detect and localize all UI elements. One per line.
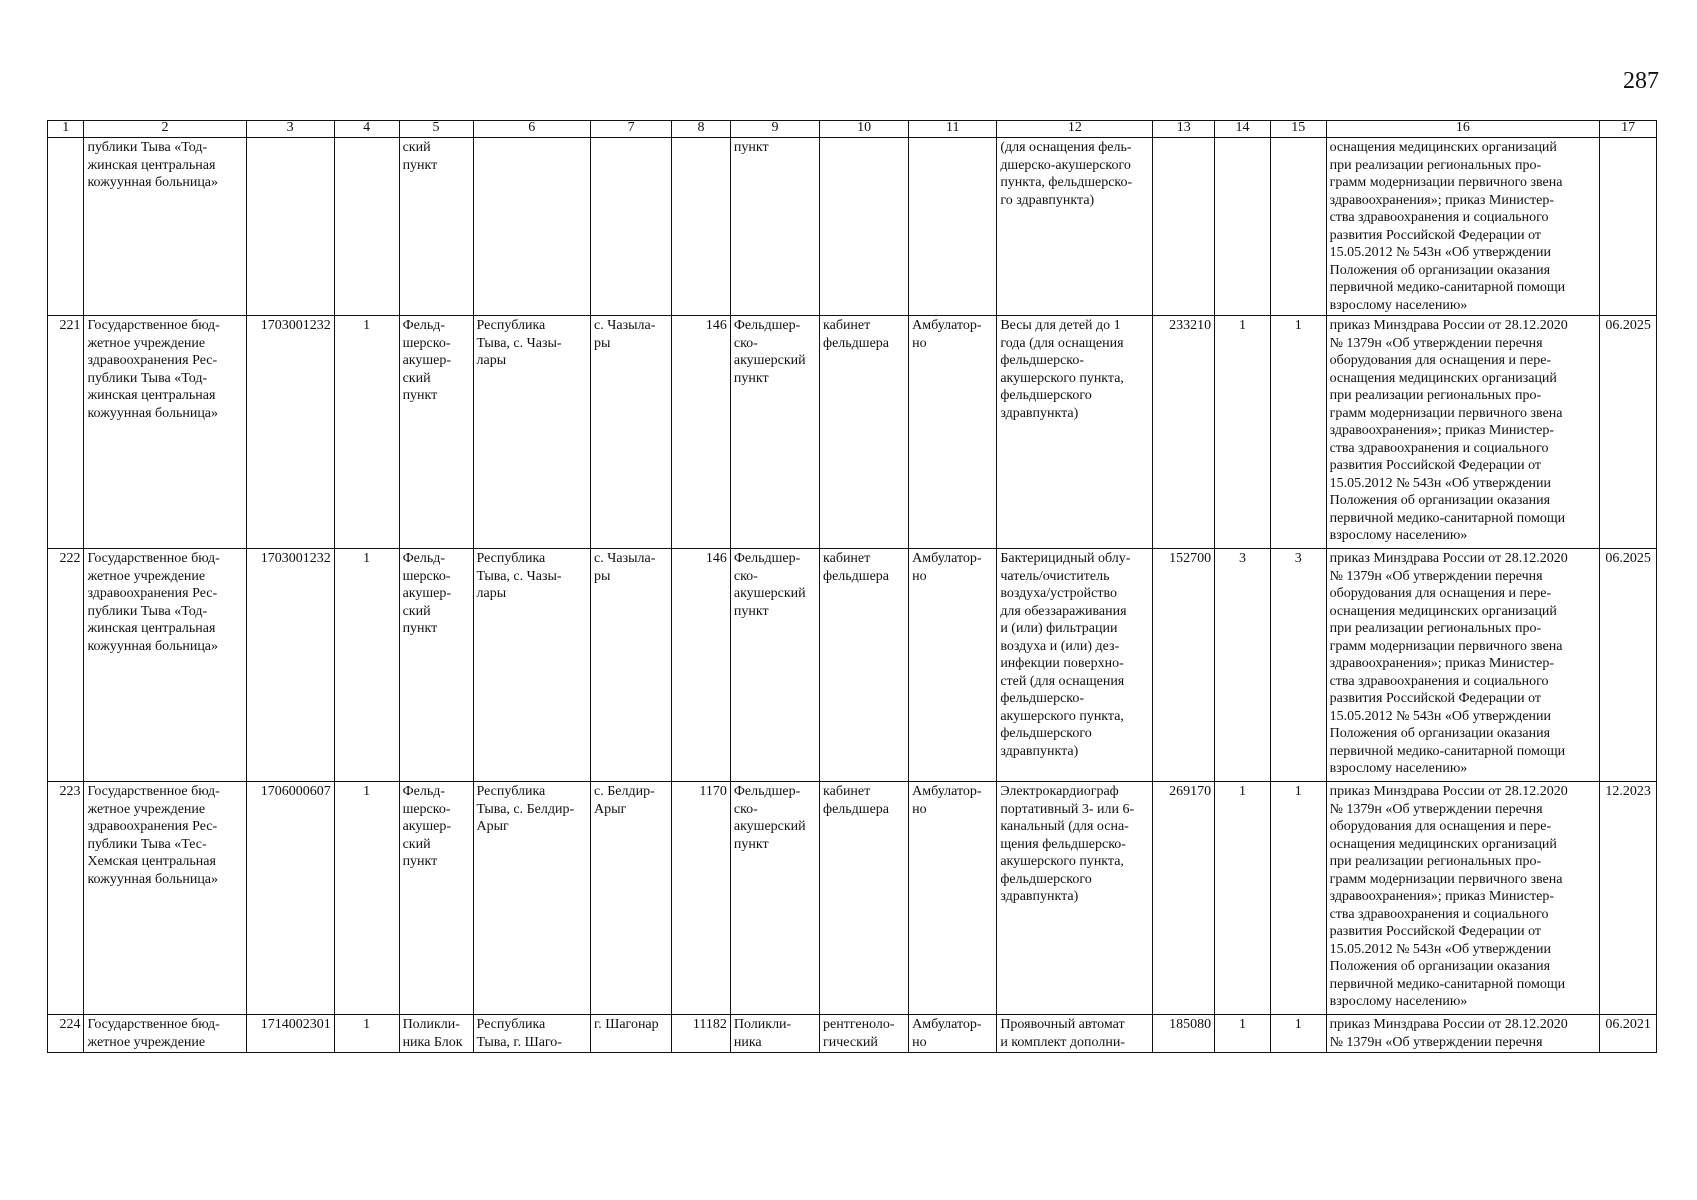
population-cell: 11182 bbox=[672, 1015, 731, 1053]
purchase-count-cell bbox=[1270, 138, 1326, 316]
care-form-cell: Амбулатор- но bbox=[909, 549, 997, 782]
price-cell bbox=[1153, 138, 1215, 316]
legal-basis-cell: приказ Минздрава России от 28.12.2020 № 1379н «Об утверждении перечня оборудования для оснащения и пере- оснащения медицинских организаций при реализации региональных про- грамм модернизации первичного звена здравоохранения»; приказ Министер- ства здравоохранения и социального развития Российской Федерации от 15.05.2012 № 543н «Об утверждении Положения об организации оказания первичной медико-санитарной помощи взрослому населению» bbox=[1326, 782, 1600, 1015]
address-cell: Республика Тыва, с. Чазы- лары bbox=[473, 316, 591, 549]
settlement-cell: с. Чазыла- ры bbox=[591, 316, 672, 549]
price-cell: 185080 bbox=[1153, 1015, 1215, 1053]
division-type-cell: Поликли- ника Блок bbox=[399, 1015, 473, 1053]
column-header: 5 bbox=[399, 121, 473, 138]
purchase-count-cell: 1 bbox=[1270, 782, 1326, 1015]
unit-type-cell: Фельдшер- ско- акушерский пункт bbox=[730, 782, 819, 1015]
population-cell: 146 bbox=[672, 549, 731, 782]
settlement-cell bbox=[591, 138, 672, 316]
division-type-cell: Фельд- шерско- акушер- ский пункт bbox=[399, 782, 473, 1015]
equipment-name-cell: Проявочный автомат и комплект дополни- bbox=[997, 1015, 1153, 1053]
legal-basis-cell: приказ Минздрава России от 28.12.2020 № 1379н «Об утверждении перечня оборудования для оснащения и пере- оснащения медицинских организаций при реализации региональных про- грамм модернизации первичного звена здравоохранения»; приказ Министер- ства здравоохранения и социального развития Российской Федерации от 15.05.2012 № 543н «Об утверждении Положения об организации оказания первичной медико-санитарной помощи взрослому населению» bbox=[1326, 549, 1600, 782]
division-type-cell: Фельд- шерско- акушер- ский пункт bbox=[399, 549, 473, 782]
address-cell bbox=[473, 138, 591, 316]
inn-cell: 1703001232 bbox=[246, 549, 334, 782]
table-row bbox=[48, 549, 1657, 782]
room-cell: кабинет фельдшера bbox=[820, 549, 909, 782]
quantity-units-cell: 1 bbox=[334, 549, 399, 782]
division-type-cell: Фельд- шерско- акушер- ский пункт bbox=[399, 316, 473, 549]
required-count-cell: 1 bbox=[1215, 1015, 1271, 1053]
legal-basis-cell: приказ Минздрава России от 28.12.2020 № 1379н «Об утверждении перечня bbox=[1326, 1015, 1600, 1053]
required-count-cell: 3 bbox=[1215, 549, 1271, 782]
table-row bbox=[48, 1015, 1657, 1053]
room-cell bbox=[820, 138, 909, 316]
page-number: 287 bbox=[1623, 68, 1659, 94]
division-type-cell: ский пункт bbox=[399, 138, 473, 316]
care-form-cell: Амбулатор- но bbox=[909, 1015, 997, 1053]
population-cell bbox=[672, 138, 731, 316]
unit-type-cell: Фельдшер- ско- акушерский пункт bbox=[730, 316, 819, 549]
equipment-name-cell: (для оснащения фель- дшерско-акушерского пункта, фельдшерско- го здравпункта) bbox=[997, 138, 1153, 316]
row-number-cell bbox=[48, 138, 84, 316]
address-cell: Республика Тыва, с. Чазы- лары bbox=[473, 549, 591, 782]
column-header: 12 bbox=[997, 121, 1153, 138]
required-count-cell bbox=[1215, 138, 1271, 316]
inn-cell: 1706000607 bbox=[246, 782, 334, 1015]
settlement-cell: с. Чазыла- ры bbox=[591, 549, 672, 782]
equipment-name-cell: Электрокардиограф портативный 3- или 6- канальный (для осна- щения фельдшерско- акушерского пункта, фельдшерского здравпункта) bbox=[997, 782, 1153, 1015]
organization-name-cell: публики Тыва «Тод- жинская центральная кожуунная больница» bbox=[84, 138, 246, 316]
equipment-name-cell: Весы для детей до 1 года (для оснащения фельдшерско- акушерского пункта, фельдшерского здравпункта) bbox=[997, 316, 1153, 549]
column-header: 10 bbox=[820, 121, 909, 138]
purchase-count-cell: 3 bbox=[1270, 549, 1326, 782]
population-cell: 1170 bbox=[672, 782, 731, 1015]
row-number-cell: 221 bbox=[48, 316, 84, 549]
row-number-cell: 224 bbox=[48, 1015, 84, 1053]
quantity-units-cell bbox=[334, 138, 399, 316]
price-cell: 269170 bbox=[1153, 782, 1215, 1015]
unit-type-cell: пункт bbox=[730, 138, 819, 316]
organization-name-cell: Государственное бюд- жетное учреждение здравоохранения Рес- публики Тыва «Тод- жинская центральная кожуунная больница» bbox=[84, 316, 246, 549]
quantity-units-cell: 1 bbox=[334, 782, 399, 1015]
address-cell: Республика Тыва, с. Белдир- Арыг bbox=[473, 782, 591, 1015]
deadline-cell: 06.2021 bbox=[1600, 1015, 1657, 1053]
organization-name-cell: Государственное бюд- жетное учреждение bbox=[84, 1015, 246, 1053]
settlement-cell: с. Белдир- Арыг bbox=[591, 782, 672, 1015]
unit-type-cell: Поликли- ника bbox=[730, 1015, 819, 1053]
organization-name-cell: Государственное бюд- жетное учреждение здравоохранения Рес- публики Тыва «Тес- Хемская центральная кожуунная больница» bbox=[84, 782, 246, 1015]
care-form-cell: Амбулатор- но bbox=[909, 316, 997, 549]
column-header: 14 bbox=[1215, 121, 1271, 138]
column-header: 17 bbox=[1600, 121, 1657, 138]
purchase-count-cell: 1 bbox=[1270, 1015, 1326, 1053]
column-header: 9 bbox=[730, 121, 819, 138]
table-row bbox=[48, 782, 1657, 1015]
quantity-units-cell: 1 bbox=[334, 1015, 399, 1053]
care-form-cell: Амбулатор- но bbox=[909, 782, 997, 1015]
unit-type-cell: Фельдшер- ско- акушерский пункт bbox=[730, 549, 819, 782]
population-cell: 146 bbox=[672, 316, 731, 549]
column-header: 11 bbox=[909, 121, 997, 138]
deadline-cell bbox=[1600, 138, 1657, 316]
equipment-name-cell: Бактерицидный облу- чатель/очиститель воздуха/устройство для обеззараживания и (или) фильтрации воздуха и (или) дез- инфекции поверхно- стей (для оснащения фельдшерско- акушерского пункта, фельдшерского здравпункта) bbox=[997, 549, 1153, 782]
column-header: 16 bbox=[1326, 121, 1600, 138]
legal-basis-cell: оснащения медицинских организаций при реализации региональных про- грамм модернизации первичного звена здравоохранения»; приказ Министер- ства здравоохранения и социального развития Российской Федерации от 15.05.2012 № 543н «Об утверждении Положения об организации оказания первичной медико-санитарной помощи взрослому населению» bbox=[1326, 138, 1600, 316]
column-header: 2 bbox=[84, 121, 246, 138]
price-cell: 233210 bbox=[1153, 316, 1215, 549]
settlement-cell: г. Шагонар bbox=[591, 1015, 672, 1053]
column-header: 13 bbox=[1153, 121, 1215, 138]
deadline-cell: 12.2023 bbox=[1600, 782, 1657, 1015]
required-count-cell: 1 bbox=[1215, 782, 1271, 1015]
row-number-cell: 222 bbox=[48, 549, 84, 782]
column-header: 3 bbox=[246, 121, 334, 138]
deadline-cell: 06.2025 bbox=[1600, 549, 1657, 782]
address-cell: Республика Тыва, г. Шаго- bbox=[473, 1015, 591, 1053]
column-header: 7 bbox=[591, 121, 672, 138]
table-row bbox=[48, 138, 1657, 316]
table-row bbox=[48, 316, 1657, 549]
required-count-cell: 1 bbox=[1215, 316, 1271, 549]
room-cell: рентгеноло- гический bbox=[820, 1015, 909, 1053]
price-cell: 152700 bbox=[1153, 549, 1215, 782]
legal-basis-cell: приказ Минздрава России от 28.12.2020 № 1379н «Об утверждении перечня оборудования для оснащения и пере- оснащения медицинских организаций при реализации региональных про- грамм модернизации первичного звена здравоохранения»; приказ Министер- ства здравоохранения и социального развития Российской Федерации от 15.05.2012 № 543н «Об утверждении Положения об организации оказания первичной медико-санитарной помощи взрослому населению» bbox=[1326, 316, 1600, 549]
column-header: 6 bbox=[473, 121, 591, 138]
purchase-count-cell: 1 bbox=[1270, 316, 1326, 549]
organization-name-cell: Государственное бюд- жетное учреждение здравоохранения Рес- публики Тыва «Тод- жинская центральная кожуунная больница» bbox=[84, 549, 246, 782]
column-number-header-row bbox=[48, 121, 1657, 138]
column-header: 8 bbox=[672, 121, 731, 138]
column-header: 4 bbox=[334, 121, 399, 138]
column-header: 1 bbox=[48, 121, 84, 138]
room-cell: кабинет фельдшера bbox=[820, 316, 909, 549]
column-header: 15 bbox=[1270, 121, 1326, 138]
room-cell: кабинет фельдшера bbox=[820, 782, 909, 1015]
quantity-units-cell: 1 bbox=[334, 316, 399, 549]
row-number-cell: 223 bbox=[48, 782, 84, 1015]
inn-cell bbox=[246, 138, 334, 316]
care-form-cell bbox=[909, 138, 997, 316]
inn-cell: 1714002301 bbox=[246, 1015, 334, 1053]
equipment-register-table bbox=[47, 120, 1657, 1053]
deadline-cell: 06.2025 bbox=[1600, 316, 1657, 549]
inn-cell: 1703001232 bbox=[246, 316, 334, 549]
